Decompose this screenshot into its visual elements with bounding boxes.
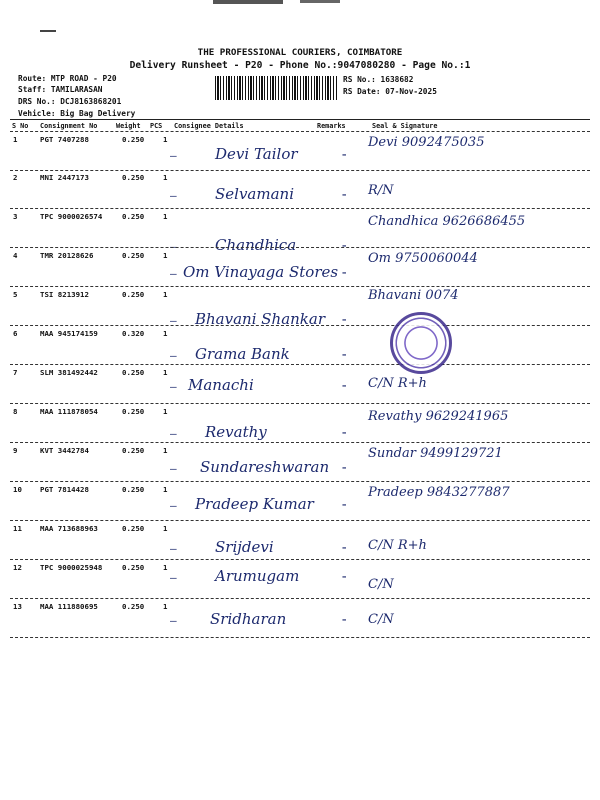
row-consignment-no: MAA 713688963 [40,524,98,533]
company-seal-stamp [390,312,452,374]
signature-handwritten: Bhavani 0074 [368,288,459,303]
row-weight: 0.250 [122,407,145,416]
row-sno: 2 [13,173,18,182]
pen-tick: – [170,427,177,440]
row-weight: 0.250 [122,173,145,182]
row-consignment-no: MAA 111878054 [40,407,98,416]
row-consignment-no: KVT 3442784 [40,446,89,455]
consignee-name-handwritten: Sridharan [210,610,287,628]
signature-handwritten: C/N R+h [368,376,427,391]
pen-tick: – [170,499,177,512]
table-top-rule [10,119,590,120]
remark-mark: - [340,540,349,556]
table-row [0,522,600,560]
col-seal-header: Seal & Signature [372,122,438,130]
signature-handwritten: C/N R+h [368,538,427,553]
pen-tick: – [170,189,177,202]
signature-handwritten: C/N [368,577,394,592]
signature-handwritten: Devi 9092475035 [368,135,485,150]
row-sno: 5 [13,290,18,299]
row-sno: 12 [13,563,22,572]
row-pcs: 1 [163,485,168,494]
route-label: Route: MTP ROAD - P20 [18,74,117,83]
signature-handwritten: Om 9750060044 [368,251,478,266]
remark-mark: - [340,187,349,203]
table-row [0,133,600,171]
row-consignment-no: MAA 111880695 [40,602,98,611]
row-sno: 10 [13,485,22,494]
signature-handwritten: Pradeep 9843277887 [368,485,510,500]
table-row [0,327,600,365]
consignee-name-handwritten: Revathy [205,423,267,441]
row-pcs: 1 [163,407,168,416]
rs-date: RS Date: 07-Nov-2025 [343,87,437,96]
row-weight: 0.250 [122,368,145,377]
row-weight: 0.250 [122,485,145,494]
row-pcs: 1 [163,602,168,611]
row-separator [10,364,590,365]
table-row [0,288,600,326]
table-row [0,249,600,287]
row-separator [10,286,590,287]
row-separator [10,403,590,404]
row-separator [10,325,590,326]
row-separator [10,247,590,248]
row-sno: 13 [13,602,22,611]
signature-handwritten: Revathy 9629241965 [368,409,509,424]
remark-mark: - [340,378,349,394]
document-title: THE PROFESSIONAL COURIERS, COIMBATORE [197,47,403,58]
col-remarks-header: Remarks [317,122,346,130]
row-pcs: 1 [163,135,168,144]
table-row [0,444,600,482]
table-row [0,171,600,209]
header-rule [10,131,590,132]
signature-handwritten: Chandhica 9626686455 [368,214,526,229]
row-pcs: 1 [163,524,168,533]
col-pcs-header: PCS [150,122,163,130]
row-consignment-no: SLM 381492442 [40,368,98,377]
row-consignment-no: MAA 945174159 [40,329,98,338]
pen-tick: – [170,349,177,362]
col-sno-header: S No [12,122,29,130]
table-row [0,600,600,638]
row-consignment-no: MNI 2447173 [40,173,89,182]
row-pcs: 1 [163,368,168,377]
row-sno: 11 [13,524,22,533]
row-weight: 0.250 [122,446,145,455]
remark-mark: - [340,460,349,476]
table-row [0,366,600,404]
pen-tick: – [170,380,177,393]
row-separator [10,442,590,443]
pen-tick: – [170,267,177,280]
staff-label: Staff: TAMILARASAN [18,85,103,94]
consignee-name-handwritten: Om Vinayaga Stores [183,263,339,281]
consignee-name-handwritten: Pradeep Kumar [195,495,314,513]
consignee-name-handwritten: Selvamani [215,185,294,203]
row-consignment-no: TMR 20128626 [40,251,94,260]
row-weight: 0.250 [122,135,145,144]
row-pcs: 1 [163,212,168,221]
barcode [215,76,337,100]
consignee-name-handwritten: Devi Tailor [215,145,298,163]
row-sno: 1 [13,135,18,144]
consignee-name-handwritten: Grama Bank [195,345,290,363]
remark-mark: - [340,612,349,628]
consignee-name-handwritten: Chandhica [215,236,297,254]
row-consignment-no: PGT 7407288 [40,135,89,144]
signature-handwritten: R/N [368,183,394,198]
row-separator [10,481,590,482]
row-weight: 0.250 [122,251,145,260]
row-weight: 0.250 [122,212,145,221]
document-subtitle: Delivery Runsheet - P20 - Phone No.:9047080280 - Page No.:1 [129,60,471,71]
remark-mark: - [340,312,349,328]
pen-tick: – [170,240,177,253]
row-pcs: 1 [163,251,168,260]
pen-tick: – [170,462,177,475]
remark-mark: - [340,238,349,254]
row-sno: 3 [13,212,18,221]
row-sno: 6 [13,329,18,338]
row-weight: 0.250 [122,524,145,533]
row-consignment-no: PGT 7814428 [40,485,89,494]
vehicle-label: Vehicle: Big Bag Delivery [18,109,136,118]
row-pcs: 1 [163,290,168,299]
pen-tick: – [170,542,177,555]
consignee-name-handwritten: Srijdevi [215,538,274,556]
row-pcs: 1 [163,446,168,455]
remark-mark: - [340,497,349,513]
signature-handwritten: Sundar 9499129721 [368,446,503,461]
row-sno: 9 [13,446,18,455]
row-separator [10,520,590,521]
remark-mark: - [340,347,349,363]
consignee-name-handwritten: Sundareshwaran [200,458,330,476]
row-separator [10,598,590,599]
row-pcs: 1 [163,173,168,182]
remark-mark: - [340,569,349,585]
row-separator [10,559,590,560]
consignee-name-handwritten: Arumugam [215,567,300,585]
table-row [0,210,600,254]
row-pcs: 1 [163,329,168,338]
row-weight: 0.250 [122,290,145,299]
row-consignment-no: TSI 8213912 [40,290,89,299]
rs-number: RS No.: 1638682 [343,75,414,84]
consignee-name-handwritten: Bhavani Shankar [195,310,326,328]
scan-mark [213,0,283,4]
row-consignment-no: TPC 9000025948 [40,563,103,572]
row-weight: 0.320 [122,329,145,338]
row-consignment-no: TPC 9000026574 [40,212,103,221]
row-weight: 0.250 [122,563,145,572]
table-row [0,483,600,521]
row-sno: 8 [13,407,18,416]
remark-mark: - [340,425,349,441]
row-separator [10,637,590,638]
pen-tick: – [170,614,177,627]
row-separator [10,208,590,209]
row-sno: 7 [13,368,18,377]
col-consignee-header: Consignee Details [174,122,244,130]
row-sno: 4 [13,251,18,260]
row-pcs: 1 [163,563,168,572]
pen-mark [40,30,56,32]
scan-mark [300,0,340,3]
pen-tick: – [170,571,177,584]
table-row [0,561,600,599]
pen-tick: – [170,149,177,162]
remark-mark: - [340,147,349,163]
col-consignment-header: Consignment No [40,122,98,130]
pen-tick: – [170,314,177,327]
table-row [0,405,600,443]
remark-mark: - [340,265,349,281]
consignee-name-handwritten: Manachi [188,376,254,394]
row-weight: 0.250 [122,602,145,611]
col-weight-header: Weight [116,122,141,130]
signature-handwritten: C/N [368,612,394,627]
drs-label: DRS No.: DCJ8163868201 [18,97,122,106]
